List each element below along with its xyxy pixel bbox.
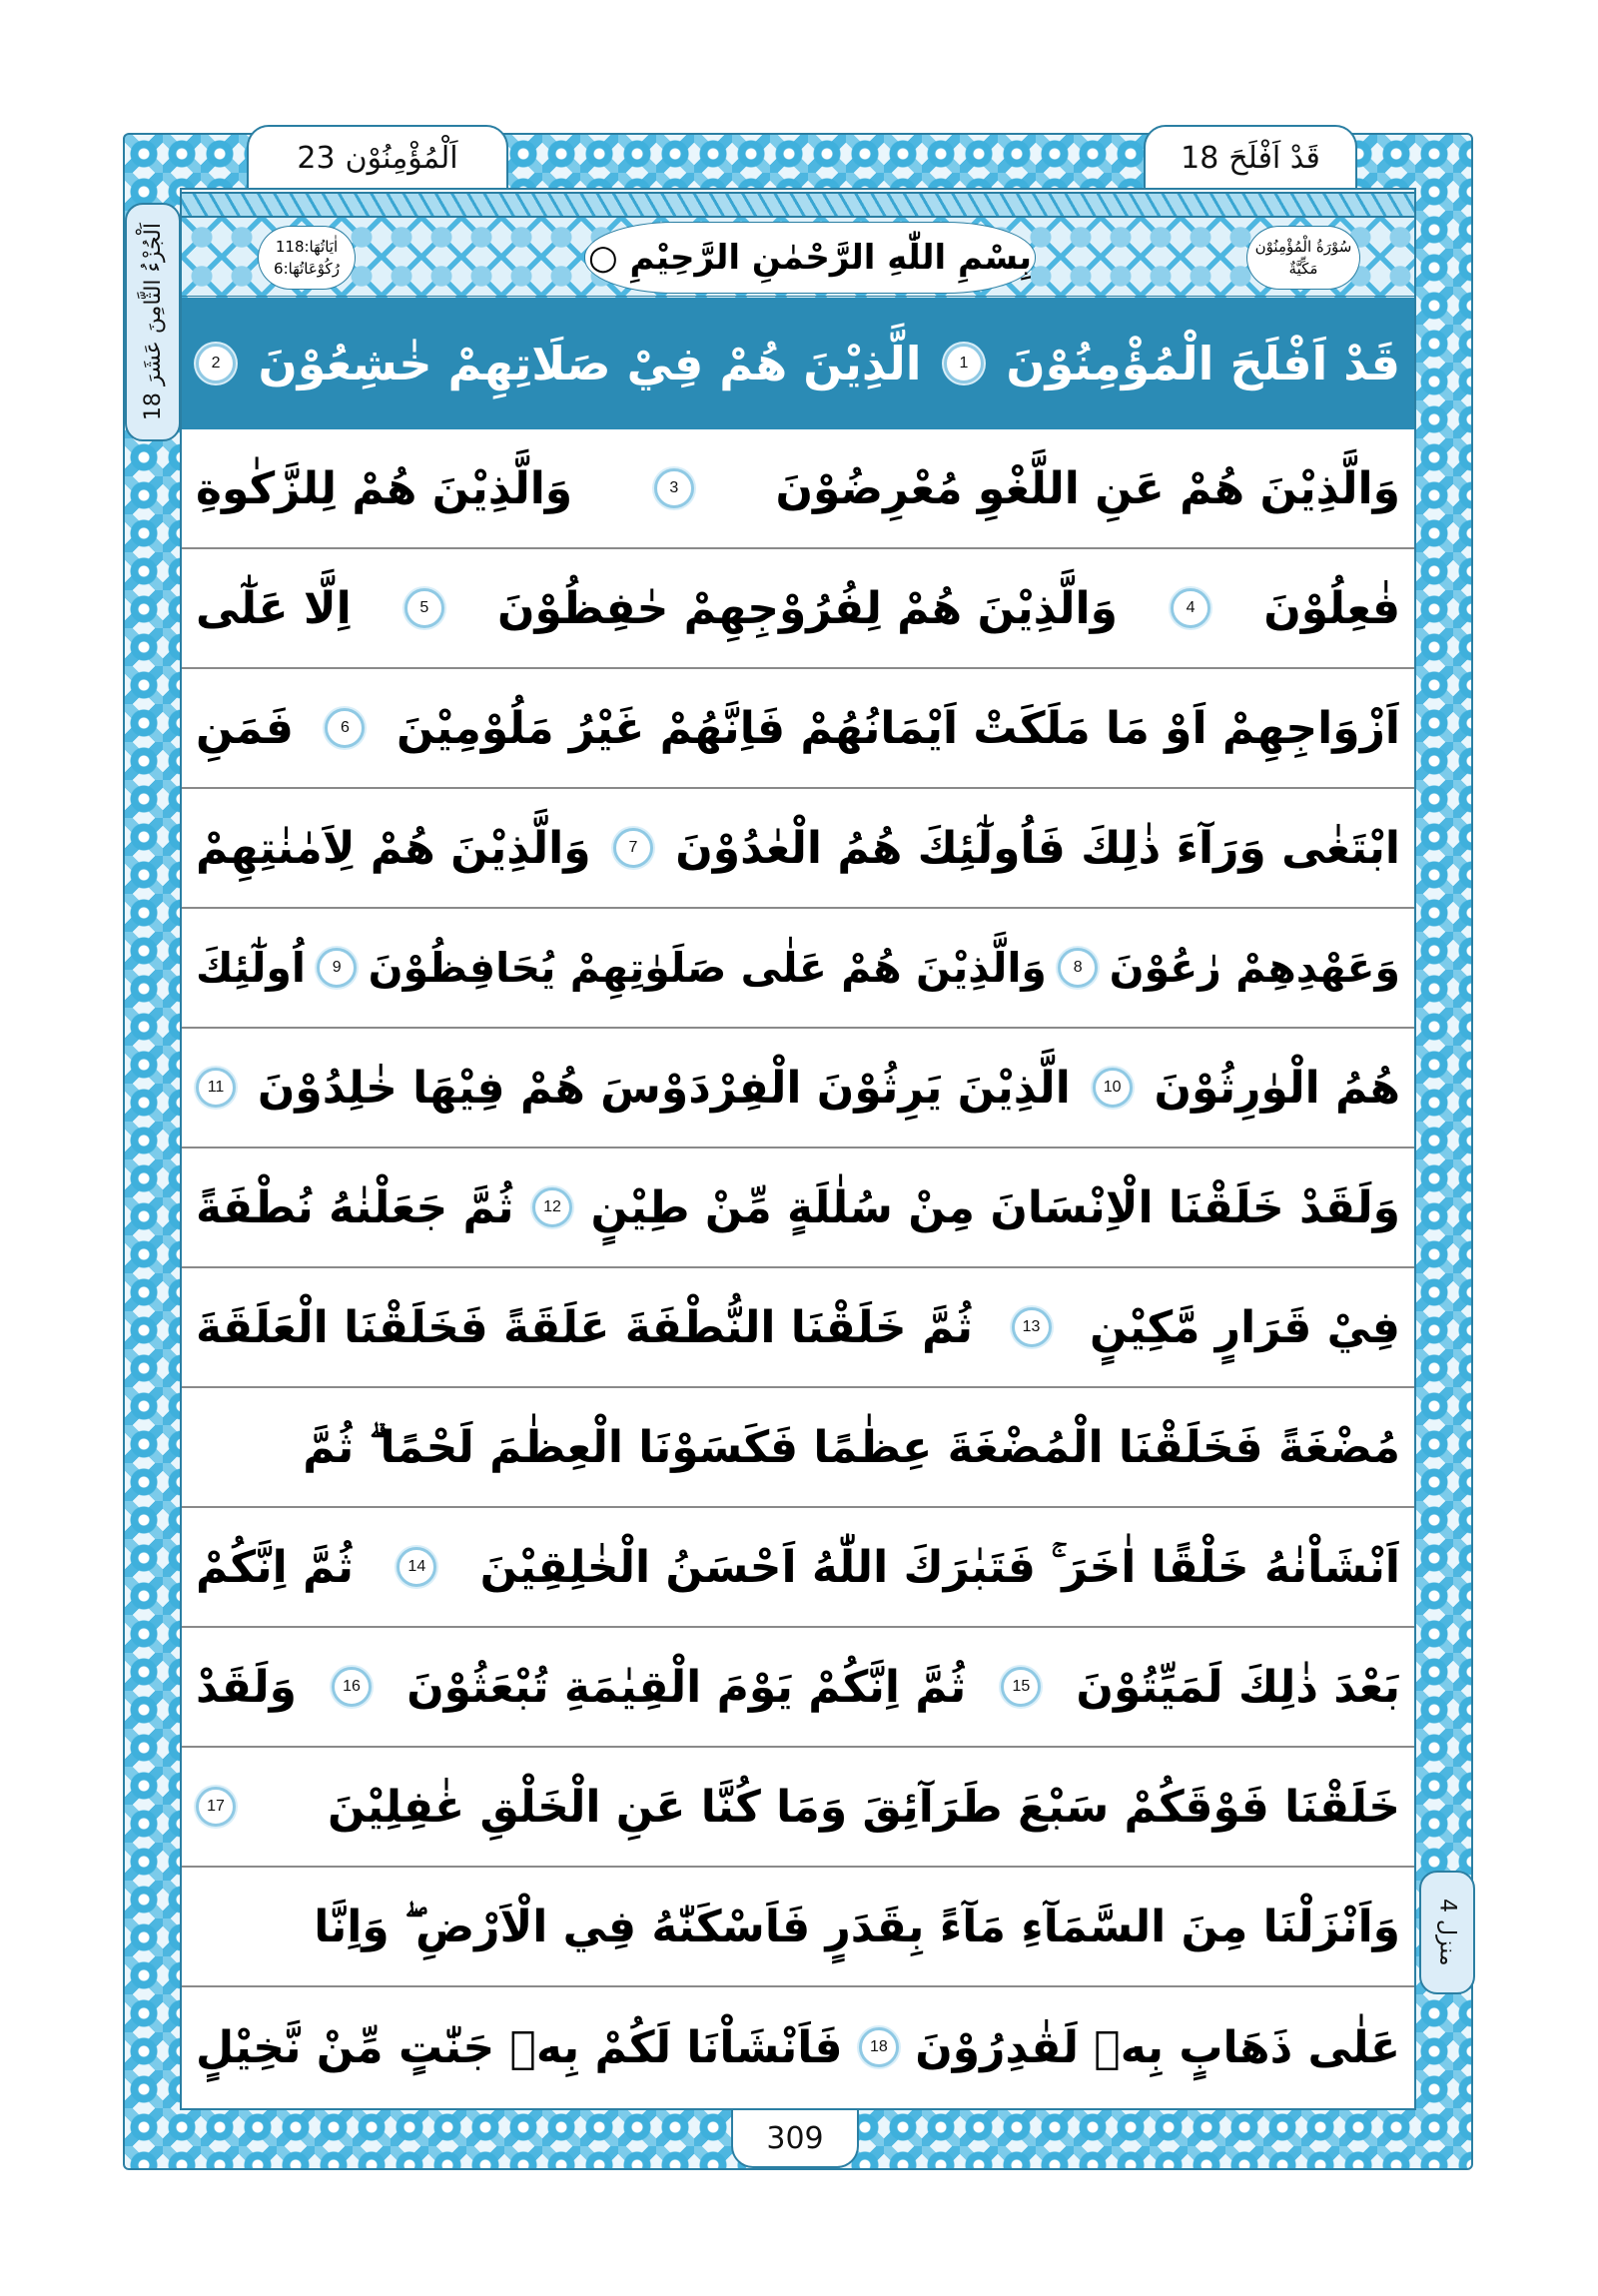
verse-line xyxy=(182,549,1414,669)
ayah-number-marker: 18 xyxy=(859,2027,899,2067)
verse-text: اُولٰٓئِكَ xyxy=(196,944,306,992)
ayah-number-marker: 3 xyxy=(654,468,694,508)
manzil-side-tab xyxy=(1419,1871,1475,1994)
ayah-number-marker: 9 xyxy=(317,948,357,988)
para-name-tab xyxy=(1144,125,1357,189)
verse-text: ثُمَّ جَعَلْنٰهُ نُطْفَةً xyxy=(196,1181,514,1233)
verse-line xyxy=(182,1748,1414,1868)
verse-text: مُضْغَةً فَخَلَقْنَا الْمُضْغَةَ عِظٰمًا فَكَسَوْنَا الْعِظٰمَ لَحْمًا ۗ ثُمَّ xyxy=(303,1421,1400,1473)
ayah-number-marker: 4 xyxy=(1171,588,1210,628)
verse-text: ابْتَغٰى وَرَآءَ ذٰلِكَ فَاُولٰٓئِكَ هُمُ الْعٰدُوْنَ xyxy=(675,822,1400,874)
bismillah-text: بِسْمِ اللّٰهِ الرَّحْمٰنِ الرَّحِيْمِ ○ xyxy=(587,238,1033,278)
verse-text: وَلَقَدْ خَلَقْنَا الْاِنْسَانَ مِنْ سُلٰلَةٍ مِّنْ طِيْنٍ xyxy=(590,1181,1400,1233)
verse-text: الَّذِيْنَ هُمْ فِيْ صَلَاتِهِمْ خٰشِعُوْنَ xyxy=(258,337,922,390)
verse-text: اَنْشَاْنٰهُ خَلْقًا اٰخَرَ ۚ فَتَبٰرَكَ اللّٰهُ اَحْسَنُ الْخٰلِقِيْنَ xyxy=(479,1541,1400,1593)
verse-text: وَالَّذِيْنَ هُمْ لِلزَّكٰوةِ xyxy=(196,462,573,514)
verse-text: فَمَنِ xyxy=(196,702,294,754)
verse-text: ثُمَّ اِنَّكُمْ xyxy=(196,1541,355,1593)
surah-type: مَكِّيَّةٌ xyxy=(1288,260,1318,278)
ayah-number-marker: 16 xyxy=(332,1667,372,1707)
verse-line xyxy=(182,1987,1414,2107)
ayat-count: اٰيَاتُهَا:118 xyxy=(275,238,339,256)
verse-line xyxy=(182,669,1414,789)
surah-title-box xyxy=(1246,226,1360,290)
verse-line xyxy=(182,909,1414,1029)
para-tab-name: قَدْ اَفْلَحَ xyxy=(1228,140,1320,176)
verse-line xyxy=(182,1388,1414,1508)
verse-text: ثُمَّ اِنَّكُمْ يَوْمَ الْقِيٰمَةِ تُبْعَثُوْنَ xyxy=(406,1661,967,1713)
surah-name-tab xyxy=(247,125,508,189)
surah-title: سُوْرَةُ الْمُؤْمِنُوْن xyxy=(1254,238,1352,256)
ayah-number-marker: 7 xyxy=(613,828,653,868)
verse-line xyxy=(182,1628,1414,1748)
bismillah-box xyxy=(584,222,1036,294)
para-tab-number: 18 xyxy=(1181,140,1219,176)
verse-text: اِلَّا عَلٰٓى xyxy=(196,582,352,634)
verse-text: وَاَنْزَلْنَا مِنَ السَّمَآءِ مَآءً بِقَدَرٍ فَاَسْكَنّٰهُ فِي الْاَرْضِ ۖ وَاِنَّا xyxy=(314,1901,1400,1952)
verse-text: قَدْ اَفْلَحَ الْمُؤْمِنُوْنَ xyxy=(1006,337,1400,390)
ayah-number-marker: 15 xyxy=(1001,1667,1041,1707)
verse-text: وَعَهْدِهِمْ رٰعُوْنَ xyxy=(1109,944,1400,992)
verse-line xyxy=(182,789,1414,909)
verse-text: وَالَّذِيْنَ هُمْ عَنِ اللَّغْوِ مُعْرِضُوْنَ xyxy=(775,462,1400,514)
verse-text: بَعْدَ ذٰلِكَ لَمَيِّتُوْنَ xyxy=(1076,1661,1400,1713)
verse-line xyxy=(182,1148,1414,1268)
verse-text: فٰعِلُوْنَ xyxy=(1263,582,1400,634)
verse-text: ثُمَّ خَلَقْنَا النُّطْفَةَ عَلَقَةً فَخَلَقْنَا الْعَلَقَةَ xyxy=(196,1301,973,1353)
verse-text: اَزْوَاجِهِمْ اَوْ مَا مَلَكَتْ اَيْمَانُهُمْ فَاِنَّهُمْ غَيْرُ مَلُوْمِيْنَ xyxy=(397,702,1400,754)
verse-text: وَالَّذِيْنَ هُمْ عَلٰى صَلَوٰتِهِمْ يُحَافِظُوْنَ xyxy=(368,944,1047,992)
verse-line xyxy=(182,1508,1414,1628)
ruku-count: رُكُوْعَاتُهَا:6 xyxy=(274,260,340,278)
verse-text: فِيْ قَرَارٍ مَّكِيْنٍ xyxy=(1090,1301,1400,1353)
ayah-number-marker: 6 xyxy=(325,708,365,748)
manzil-label: منزل 4 xyxy=(1434,1899,1460,1966)
opening-verse-line xyxy=(182,298,1414,429)
ayah-number-marker: 1 xyxy=(944,344,984,383)
ayah-number-marker: 13 xyxy=(1012,1307,1052,1347)
rope-ornament-band xyxy=(182,192,1414,218)
verse-text: فَاَنْشَاْنَا لَكُمْ بِهٖ جَنّٰتٍ مِّنْ نَّخِيْلٍ xyxy=(196,2021,843,2073)
verse-text: وَالَّذِيْنَ هُمْ لِاَمٰنٰتِهِمْ xyxy=(196,822,591,874)
ayah-number-marker: 10 xyxy=(1093,1068,1133,1108)
ayah-number-marker: 2 xyxy=(196,344,236,383)
ayah-number-marker: 8 xyxy=(1058,948,1098,988)
verse-line xyxy=(182,1029,1414,1148)
page-number-tab xyxy=(731,2110,859,2168)
juz-side-tab xyxy=(125,203,181,441)
ayah-number-marker: 5 xyxy=(404,588,444,628)
verse-line xyxy=(182,429,1414,549)
ayah-number-marker: 17 xyxy=(196,1787,236,1827)
page-number: 309 xyxy=(766,2120,824,2156)
verse-text: وَالَّذِيْنَ هُمْ لِفُرُوْجِهِمْ حٰفِظُوْنَ xyxy=(496,582,1118,634)
ayah-number-marker: 12 xyxy=(532,1187,572,1227)
verse-lines xyxy=(182,298,1414,2107)
juz-label: اَلْجُزْءُ الثَّامِنَ عَشَرَ 18 xyxy=(140,223,166,421)
surah-tab-number: 23 xyxy=(297,140,336,176)
verse-line xyxy=(182,1868,1414,1987)
verse-text: وَلَقَدْ xyxy=(196,1661,297,1713)
verse-text: خَلَقْنَا فَوْقَكُمْ سَبْعَ طَرَآئِقَ وَمَا كُنَّا عَنِ الْخَلْقِ غٰفِلِيْنَ xyxy=(327,1781,1400,1833)
ayah-count-box xyxy=(258,226,356,290)
verse-line xyxy=(182,1268,1414,1388)
verse-text: عَلٰى ذَهَابٍ بِهٖ لَقٰدِرُوْنَ xyxy=(915,2021,1400,2073)
ayah-number-marker: 14 xyxy=(397,1547,436,1587)
verse-text: الَّذِيْنَ يَرِثُوْنَ الْفِرْدَوْسَ هُمْ فِيْهَا خٰلِدُوْنَ xyxy=(257,1062,1071,1114)
verse-text: هُمُ الْوٰرِثُوْنَ xyxy=(1154,1062,1400,1114)
ayah-number-marker: 11 xyxy=(196,1068,236,1108)
surah-tab-name: اَلْمُؤْمِنُوْن xyxy=(345,140,458,176)
